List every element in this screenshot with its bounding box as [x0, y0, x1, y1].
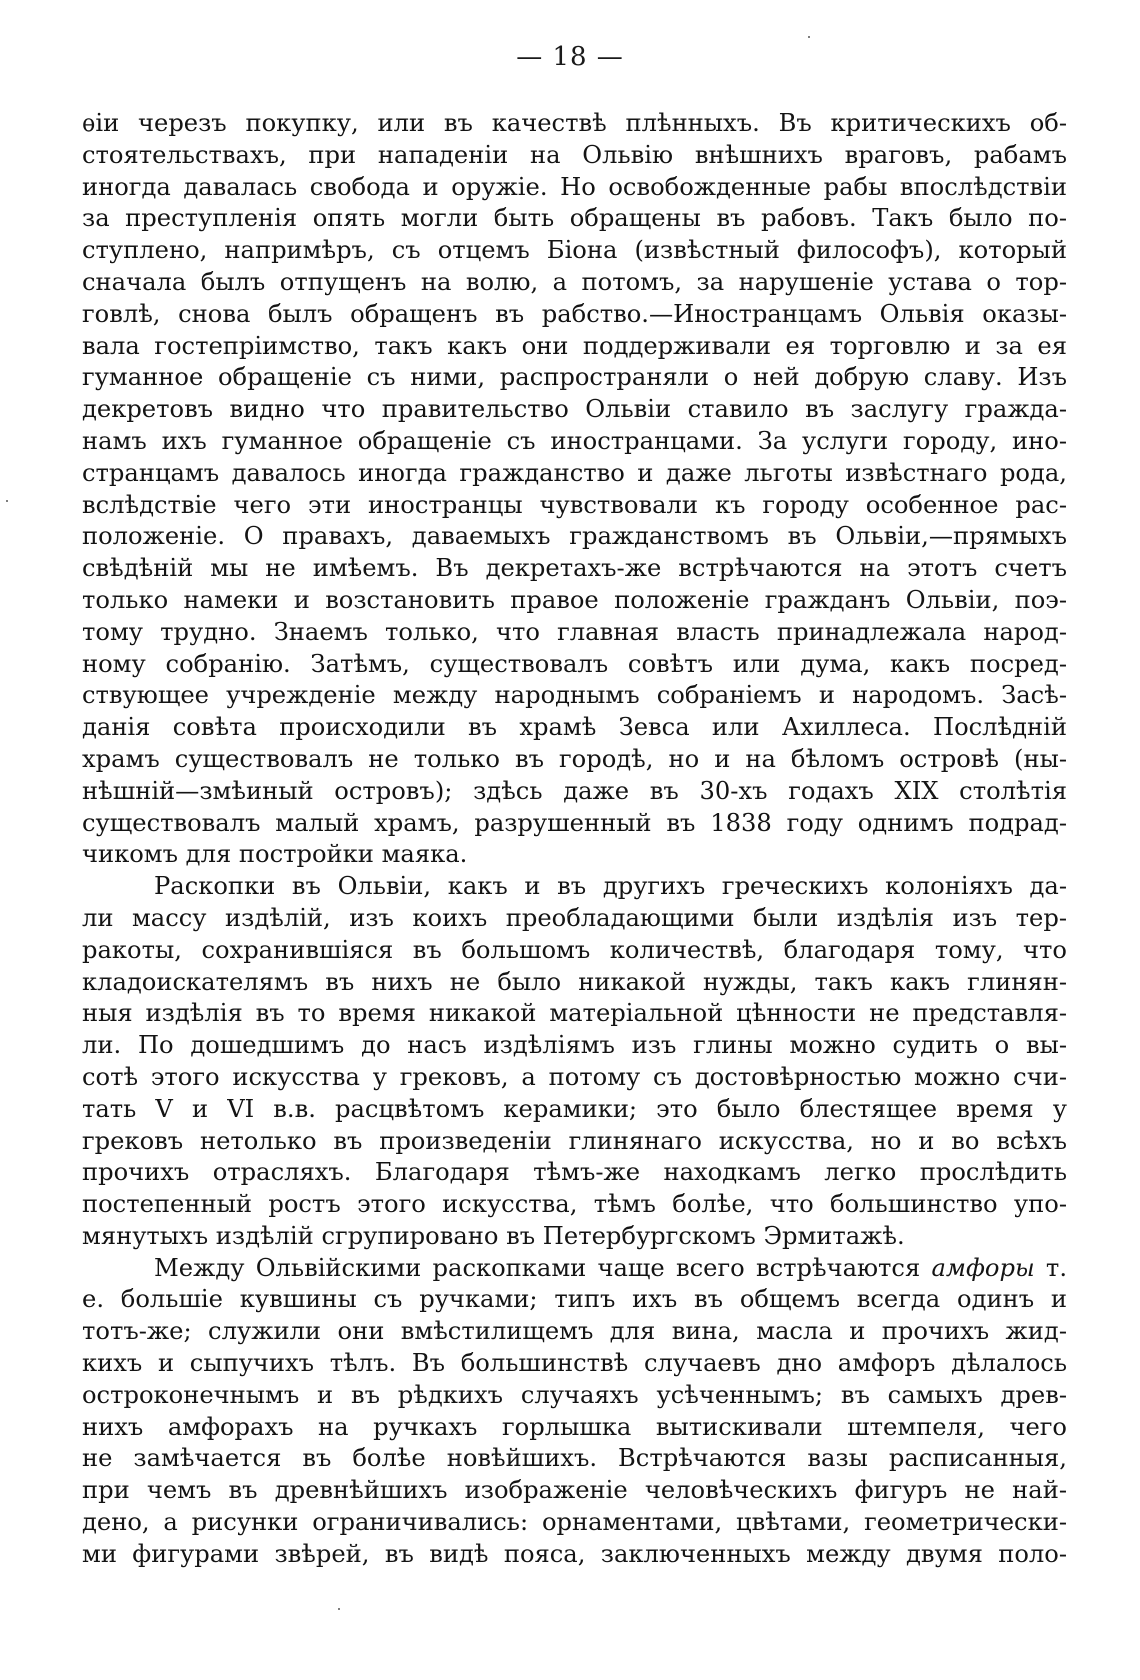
text-line: остроконечнымъ и въ рѣдкихъ случаяхъ усѣченнымъ; въ самыхъ древ-: [82, 1380, 1067, 1409]
italic-term: амфоры: [931, 1253, 1035, 1282]
text-line: ступлено, напримѣръ, съ отцемъ Біона (извѣстный философъ), который: [82, 236, 1067, 265]
text-line: вслѣдствіе чего эти иностранцы чувствовали къ городу особенное рас-: [82, 490, 1067, 519]
text-line: ныя издѣлія въ то время никакой матеріальной цѣнности не представля-: [82, 999, 1067, 1028]
page-number: — 18 —: [516, 42, 624, 72]
text-line: е. большіе кувшины съ ручками; типъ ихъ въ общемъ всегда одинъ и: [82, 1285, 1067, 1314]
text-line: кихъ и сыпучихъ тѣлъ. Въ большинствѣ случаевъ дно амфоръ дѣлалось: [82, 1349, 1067, 1378]
text-line: храмъ существовалъ не только въ городѣ, но и на бѣломъ островѣ (ны-: [82, 744, 1067, 773]
text-line: кладоискателямъ въ нихъ не было никакой нужды, такъ какъ глинян-: [82, 967, 1067, 996]
text-line: существовалъ малый храмъ, разрушенный въ 1838 году однимъ подрад-: [82, 808, 1067, 837]
text-line: сначала былъ отпущенъ на волю, а потомъ, за нарушеніе устава о тор-: [82, 267, 1067, 296]
text-line: нѣшній—змѣиный островъ); здѣсь даже въ 30-хъ годахъ XIX столѣтія: [82, 776, 1067, 805]
text-line: положеніе. О правахъ, даваемыхъ гражданствомъ въ Ольвіи,—прямыхъ: [82, 522, 1067, 551]
paragraph-start-line: Раскопки въ Ольвіи, какъ и въ другихъ греческихъ колоніяхъ да-: [154, 872, 1067, 901]
text-line: гуманное обращеніе съ ними, распространяли о ней добрую славу. Изъ: [82, 363, 1067, 392]
body-text: [82, 108, 1067, 1571]
paragraph-start-line: [82, 1253, 1067, 1285]
text-line: при чемъ въ древнѣйшихъ изображеніе человѣческихъ фигуръ не най-: [82, 1476, 1067, 1505]
paragraph-end-line: чикомъ для постройки маяка.: [82, 840, 468, 869]
text-line: ли. По дошедшимъ до насъ издѣліямъ изъ глины можно судить о вы-: [82, 1031, 1067, 1060]
text-line: вала гостепріимство, такъ какъ они поддерживали ея торговлю и за ея: [82, 331, 1067, 360]
text-line: за преступленія опять могли быть обращены въ рабовъ. Такъ было по-: [82, 204, 1067, 233]
text-line: дено, а рисунки ограничивались: орнаментами, цвѣтами, геометрически-: [82, 1508, 1067, 1537]
paragraph-end-line: мянутыхъ издѣлій сгрупировано въ Петербургскомъ Эрмитажѣ.: [82, 1221, 905, 1250]
text-line: постепенный ростъ этого искусства, тѣмъ болѣе, что большинство упо-: [82, 1190, 1067, 1219]
text-line: сотѣ этого искусства у грековъ, а потому съ достовѣрностью можно счи-: [82, 1062, 1067, 1091]
line-text-after: т.: [1034, 1253, 1067, 1282]
text-line: ми фигурами звѣрей, въ видѣ пояса, заключенныхъ между двумя поло-: [82, 1539, 1067, 1568]
text-line: тому трудно. Знаемъ только, что главная власть принадлежала народ-: [82, 617, 1067, 646]
text-line: не замѣчается въ болѣе новѣйшихъ. Встрѣчаются вазы расписанныя,: [82, 1444, 1067, 1473]
line-text-before: Между Ольвійскими раскопками чаще всего встрѣчаются: [154, 1253, 932, 1282]
text-line: грековъ нетолько въ произведеніи глинянаго искусства, но и во всѣхъ: [82, 1126, 1067, 1155]
text-line: нихъ амфорахъ на ручкахъ горлышка вытискивали штемпеля, чего: [82, 1412, 1067, 1441]
paper-speck: [6, 500, 8, 502]
paper-speck: [808, 36, 810, 38]
text-line: прочихъ отрасляхъ. Благодаря тѣмъ-же находкамъ легко прослѣдить: [82, 1158, 1067, 1187]
text-line: стоятельствахъ, при нападеніи на Ольвію внѣшнихъ враговъ, рабамъ: [82, 140, 1067, 169]
text-line: намъ ихъ гуманное обращеніе съ иностранцами. За услуги городу, ино-: [82, 426, 1067, 455]
text-line: данія совѣта происходили въ храмѣ Зевса или Ахиллеса. Послѣдній: [82, 713, 1067, 742]
text-line: иногда давалась свобода и оружіе. Но освобожденные рабы впослѣдствіи: [82, 172, 1067, 201]
text-line: тотъ-же; служили они вмѣстилищемъ для вина, масла и прочихъ жид-: [82, 1317, 1067, 1346]
text-line: говлѣ, снова былъ обращенъ въ рабство.—Иностранцамъ Ольвія оказы-: [82, 299, 1067, 328]
paper-speck: [338, 1608, 340, 1610]
text-line: ли массу издѣлій, изъ коихъ преобладающими были издѣлія изъ тер-: [82, 903, 1067, 932]
text-line: декретовъ видно что правительство Ольвіи ставило въ заслугу гражда-: [82, 395, 1067, 424]
text-line: ствующее учрежденіе между народнымъ собраніемъ и народомъ. Засѣ-: [82, 681, 1067, 710]
text-line: ѳіи черезъ покупку, или въ качествѣ плѣнныхъ. Въ критическихъ об-: [82, 109, 1067, 137]
text-line: свѣдѣній мы не имѣемъ. Въ декретахъ-же встрѣчаются на этотъ счетъ: [82, 554, 1067, 583]
text-line: ному собранію. Затѣмъ, существовалъ совѣтъ или дума, какъ посред-: [82, 649, 1067, 678]
text-line: тать V и VI в.в. расцвѣтомъ керамики; это было блестящее время у: [82, 1094, 1067, 1123]
text-line: странцамъ давалось иногда гражданство и даже льготы извѣстнаго рода,: [82, 458, 1067, 487]
text-line: ракоты, сохранившіяся въ большомъ количествѣ, благодаря тому, что: [82, 935, 1067, 964]
text-line: только намеки и возстановить правое положеніе гражданъ Ольвіи, поэ-: [82, 585, 1067, 614]
